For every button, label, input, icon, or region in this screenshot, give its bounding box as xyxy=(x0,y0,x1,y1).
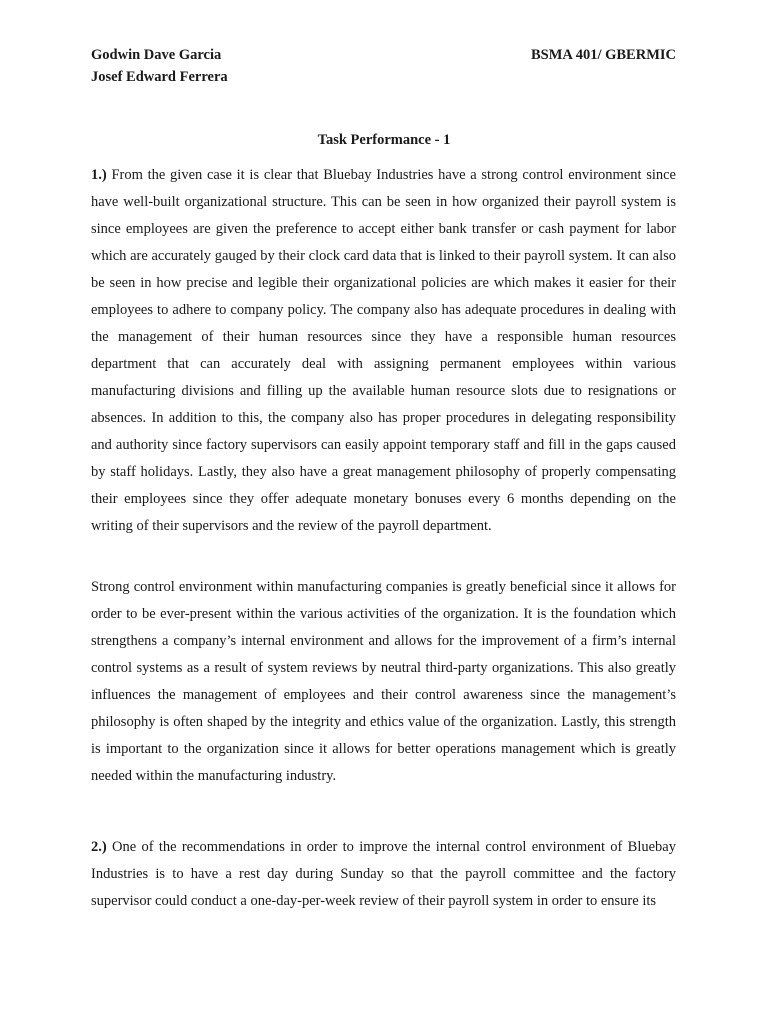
document-header xyxy=(91,44,676,88)
item-number-2: 2.) xyxy=(91,839,107,855)
item-number-1: 1.) xyxy=(91,167,107,183)
paragraph-answer-1 xyxy=(91,162,676,540)
document-title: Task Performance - 1 xyxy=(317,132,451,148)
paragraph-text-1: From the given case it is clear that Bluebay Industries have a strong control environment since have well-built organizational structure. This can be seen in how organized their payroll system is since employees are given the preference to accept either bank transfer or cash payment for labor which are accurately gauged by their clock card data that is linked to their payroll system. It can also be seen in how precise and legible their organizational policies are which makes it easier for their employees to adhere to company policy. The company also has adequate procedures in dealing with the management of their human resources since they have a responsible human resources department that can accurately deal with assigning permanent employees within various manufacturing divisions and filling up the available human resource slots due to resignations or absences. In addition to this, the company also has proper procedures in delegating responsibility and authority since factory supervisors can easily appoint temporary staff and fill in the gaps caused by staff holidays. Lastly, they also have a great management philosophy of properly compensating their employees since they offer adequate monetary bonuses every 6 months depending on the writing of their supervisors and the review of the payroll department. xyxy=(91,167,676,534)
author-name-2: Josef Edward Ferrera xyxy=(91,69,228,85)
author-name-1: Godwin Dave Garcia xyxy=(91,47,222,63)
paragraph-text-3: One of the recommendations in order to improve the internal control environment of Bluebay Industries is to have a rest day during Sunday so that the payroll committee and the factory supervisor could conduct a one-day-per-week review of their payroll system in order to ensure its xyxy=(91,839,676,909)
paragraph-answer-2 xyxy=(91,834,676,915)
paragraph-answer-1-continued xyxy=(91,574,676,790)
course-code: BSMA 401/ GBERMIC xyxy=(530,47,676,63)
paragraph-text-2: Strong control environment within manufacturing companies is greatly beneficial since it allows for order to be ever-present within the various activities of the organization. It is the foundation which strengthens a company’s internal environment and allows for the improvement of a firm’s internal control systems as a result of system reviews by neutral third-party organizations. This also greatly influences the management of employees and their control awareness since the management’s philosophy is often shaped by the integrity and ethics value of the organization. Lastly, this strength is important to the organization since it allows for better operations management which is greatly needed within the manufacturing industry. xyxy=(91,579,676,784)
